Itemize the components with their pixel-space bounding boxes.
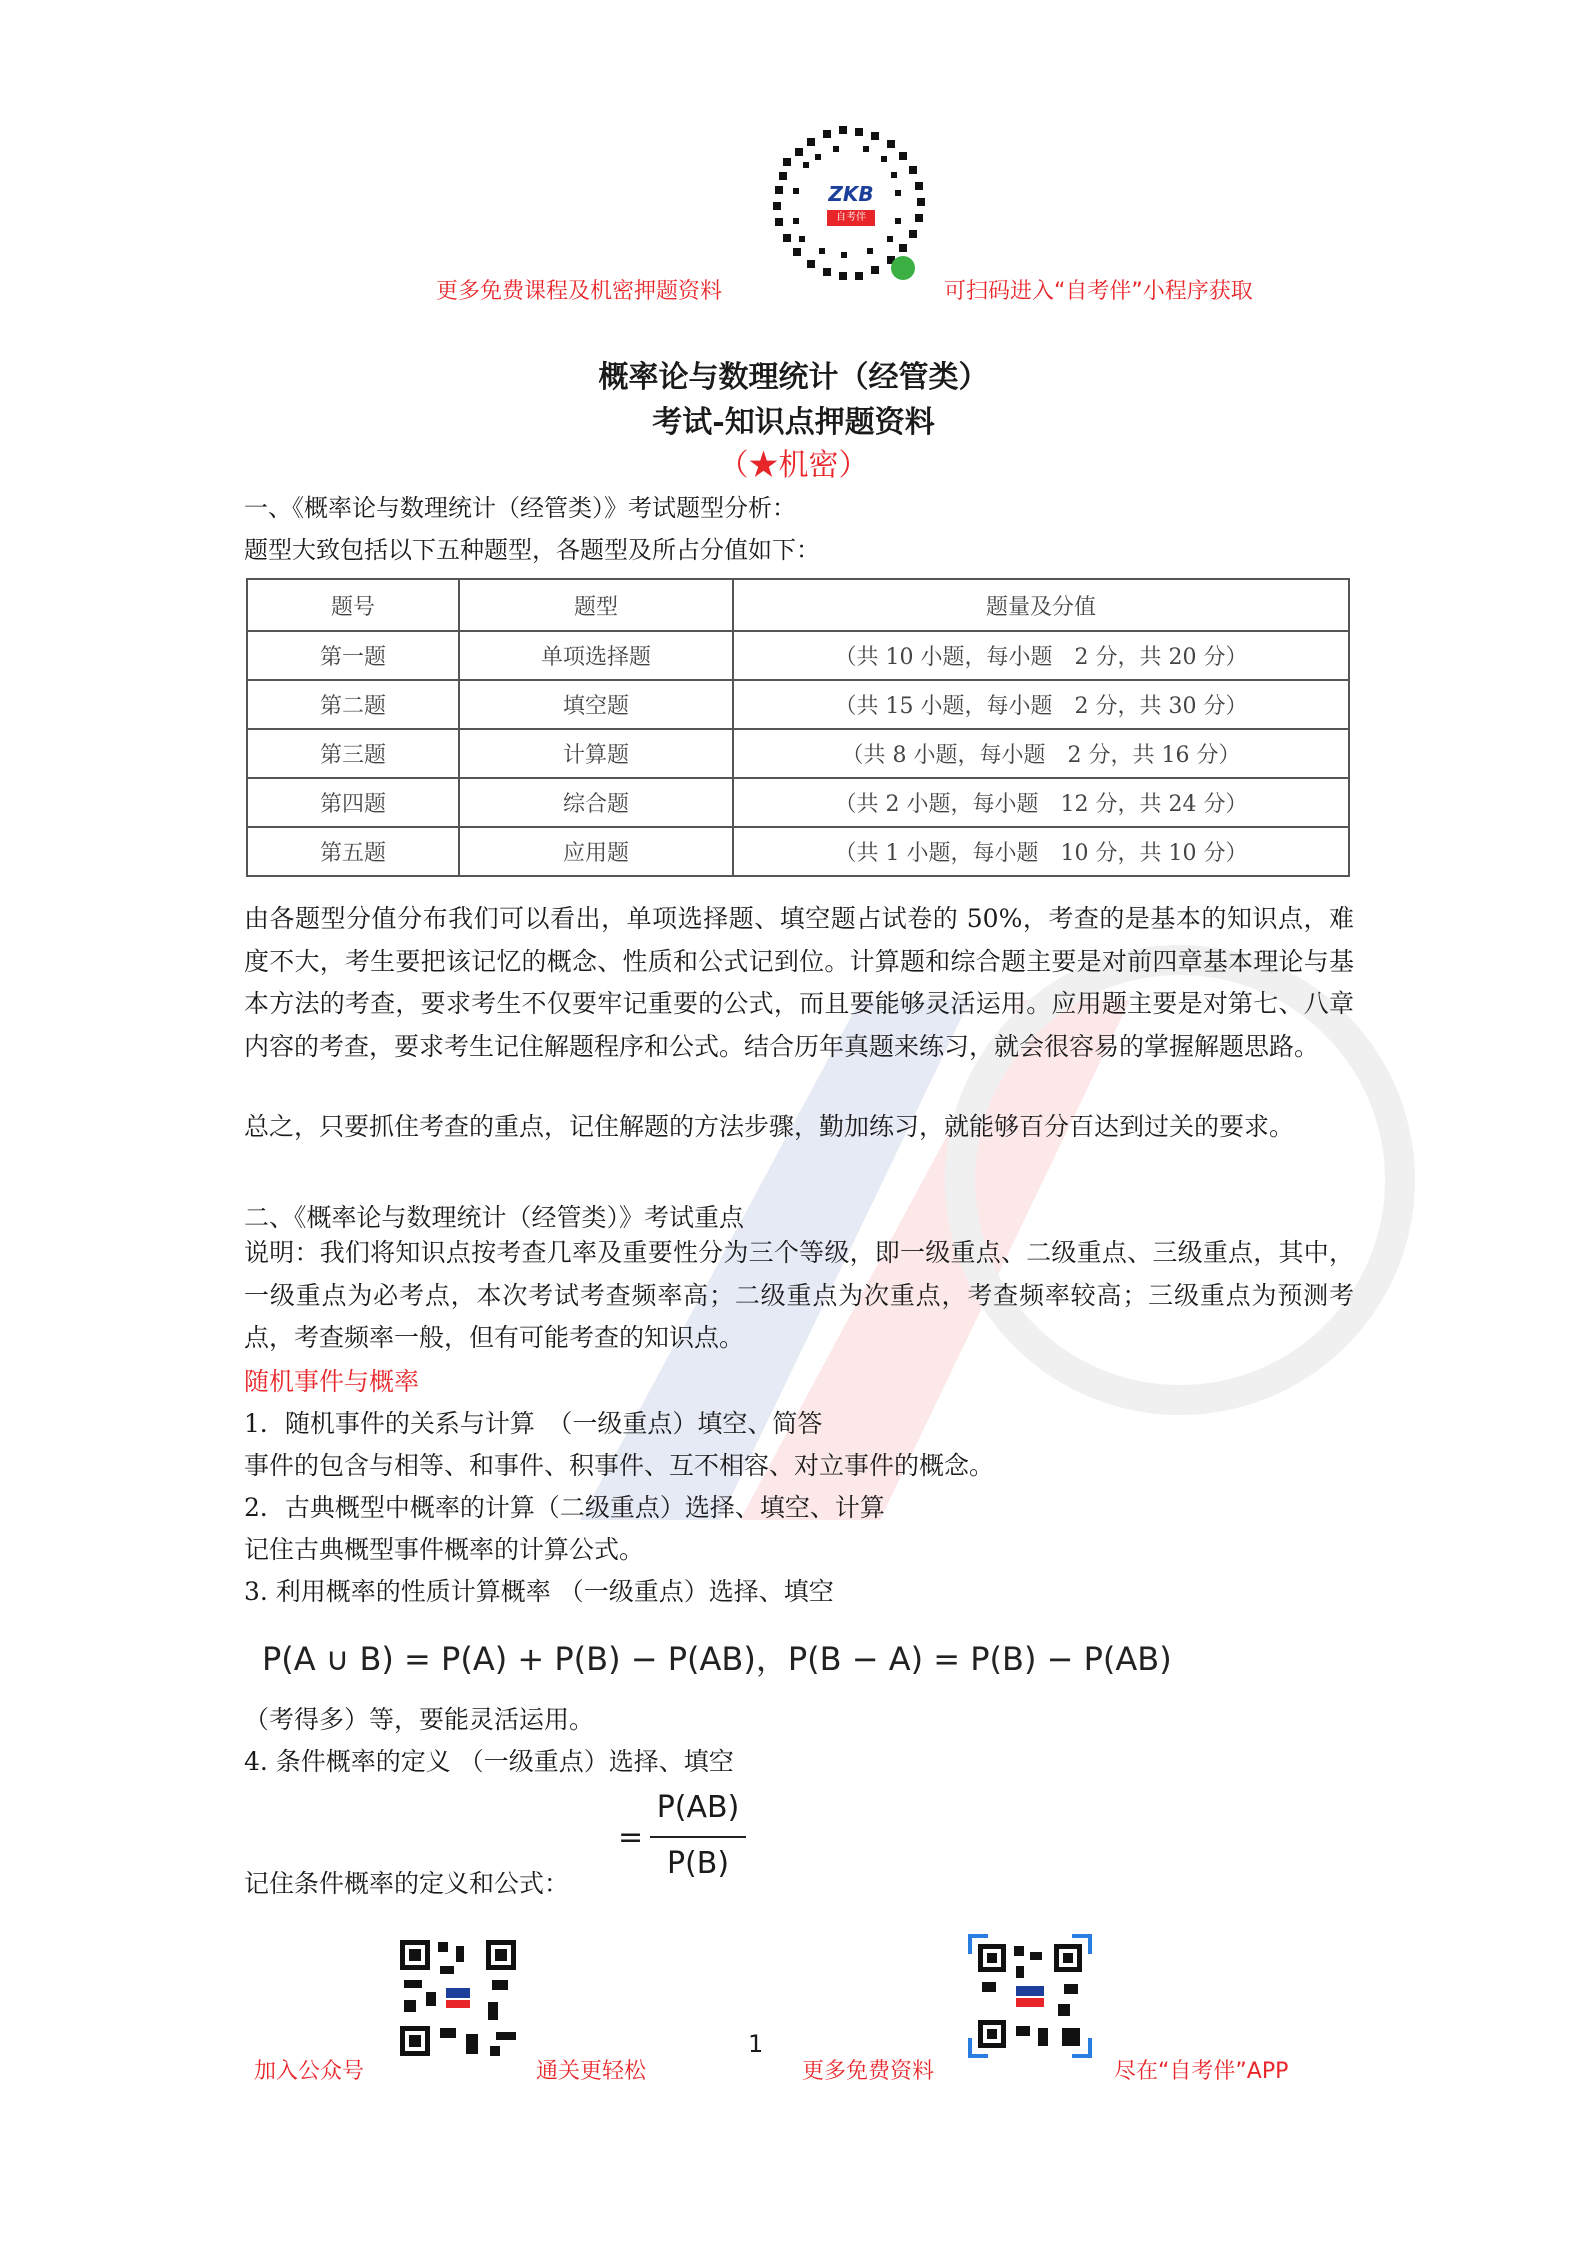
table-row [247,680,1349,729]
table-cell: 第四题 [247,778,459,827]
table-row [247,729,1349,778]
wechat-qr-code [396,1936,520,2060]
table-cell: （共 10 小题，每小题 2 分，共 20 分） [733,631,1349,680]
header-promo-right: 可扫码进入“自考伴”小程序获取 [944,279,1253,304]
point-desc: 事件的包含与相等、和事件、积事件、互不相容、对立事件的概念。 [244,1451,995,1480]
table-row [247,827,1349,876]
table-cell: 第三题 [247,729,459,778]
point-title: 1．随机事件的关系与计算 （一级重点）填空、简答 [244,1409,823,1438]
table-cell: （共 8 小题，每小题 2 分，共 16 分） [733,729,1349,778]
footer-promo-left: 加入公众号 [254,2059,365,2084]
table-cell: 计算题 [459,729,733,778]
zkb-logo: ZKB [828,182,874,206]
page-number: 1 [748,2030,764,2058]
table-cell: 应用题 [459,827,733,876]
top-qr-code [763,118,935,290]
point-title: 2．古典概型中概率的计算（二级重点）选择、填空、计算 [244,1493,885,1522]
conditional-probability-fraction [618,1790,748,1888]
probability-formula: P(A ∪ B) = P(A) + P(B) − P(AB)，P(B − A) = P(B) − P(AB) [262,1640,1172,1678]
section1-intro: 题型大致包括以下五种题型，各题型及所占分值如下： [244,536,820,564]
app-qr-code [968,1934,1092,2058]
section2-heading: 二、《概率论与数理统计（经管类）》考试重点 [244,1203,745,1232]
table-cell: （共 1 小题，每小题 10 分，共 10 分） [733,827,1349,876]
table-cell: 第二题 [247,680,459,729]
table-header: 题型 [459,579,733,631]
table-cell: （共 15 小题，每小题 2 分，共 30 分） [733,680,1349,729]
fraction-numerator: P(AB) [656,1790,740,1825]
summary-paragraph: 总之，只要抓住考查的重点，记住解题的方法步骤，勤加练习，就能够百分百达到过关的要求。 [244,1112,1295,1141]
confidential-mark: （★机密） [718,448,869,483]
point-desc: 记住条件概率的定义和公式： [244,1869,570,1898]
point-title: 4. 条件概率的定义 （一级重点）选择、填空 [244,1747,734,1776]
table-header-row [247,579,1349,631]
table-header: 题号 [247,579,459,631]
doc-subtitle: 考试-知识点押题资料 [652,405,935,440]
fraction-denominator: P(B) [666,1846,730,1881]
footer-promo-left-2: 通关更轻松 [536,2059,647,2084]
qr-badge [819,176,883,236]
table-header: 题量及分值 [733,579,1349,631]
footer-promo-right-2: 尽在“自考伴”APP [1114,2059,1289,2084]
table-cell: 单项选择题 [459,631,733,680]
doc-title: 概率论与数理统计（经管类） [598,360,989,395]
section2-explanation: 说明：我们将知识点按考查几率及重要性分为三个等级，即一级重点、二级重点、三级重点，其中，一级重点为必考点，本次考试考查频率高；二级重点为次重点，考查频率较高；三级重点为预测考点，考查频率一般，但有可能考查的知识点。 [244,1238,1354,1352]
table-cell: 第五题 [247,827,459,876]
table-cell: 综合题 [459,778,733,827]
fraction-bar [650,1836,746,1838]
point-desc: （考得多）等，要能灵活运用。 [244,1705,595,1734]
score-table [246,578,1350,877]
table-row [247,778,1349,827]
point-title: 3. 利用概率的性质计算概率 （一级重点）选择、填空 [244,1577,834,1606]
table-cell: 第一题 [247,631,459,680]
chapter-heading: 随机事件与概率 [244,1367,420,1396]
zkb-logo-subtitle: 自考伴 [827,210,875,226]
footer-promo-right: 更多免费资料 [802,2059,935,2084]
analysis-paragraph: 由各题型分值分布我们可以看出，单项选择题、填空题占试卷的 50%，考查的是基本的知识点，难度不大，考生要把该记忆的概念、性质和公式记到位。计算题和综合题主要是对前四章基本理论与基本方法的考查，要求考生不仅要牢记重要的公式，而且要能够灵活运用。应用题主要是对第七、八章内容的考查，要求考生记住解题程序和公式。结合历年真题来练习，就会很容易的掌握解题思路。 [244,904,1354,1061]
table-cell: 填空题 [459,680,733,729]
fraction-equals: = [618,1820,644,1855]
table-row [247,631,1349,680]
section1-heading: 一、《概率论与数理统计（经管类）》考试题型分析： [244,494,796,522]
table-cell: （共 2 小题，每小题 12 分，共 24 分） [733,778,1349,827]
header-promo-left: 更多免费课程及机密押题资料 [436,279,723,304]
point-desc: 记住古典概型事件概率的计算公式。 [244,1535,645,1564]
